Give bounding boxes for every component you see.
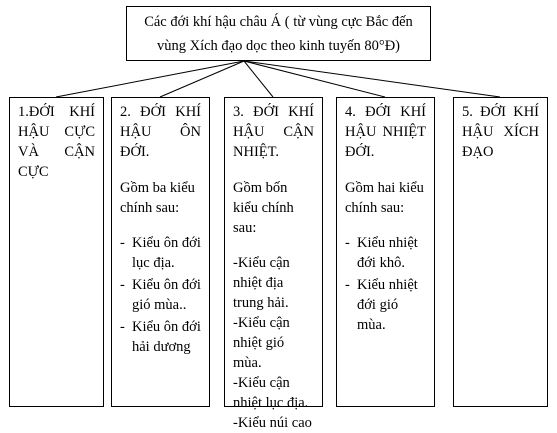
connector-line-3 [244, 61, 273, 97]
climate-type-item: - Kiểu nhiệt đới khô. [345, 233, 426, 273]
zone-node-equatorial [453, 97, 548, 407]
root-line-2: vùng Xích đạo dọc theo kinh tuyến 80°Đ) [157, 38, 400, 54]
climate-type-item: - Kiểu nhiệt đới gió mùa. [345, 275, 426, 335]
zone-title: 1.ĐỚI KHÍ HẬU CỰC VÀ CẬN CỰC [18, 104, 95, 180]
connector-line-4 [244, 61, 385, 97]
zone-node-tropical [336, 97, 435, 407]
zone-title: 2. ĐỚI KHÍ HẬU ÔN ĐỚI. [120, 104, 201, 160]
climate-type-item: - Kiểu ôn đới lục địa. [120, 233, 201, 273]
zone-title: 3. ĐỚI KHÍ HẬU CẬN NHIỆT. [233, 104, 314, 160]
root-line-1: Các đới khí hậu châu Á ( từ vùng cực Bắc đến [144, 14, 413, 30]
zone-node-temperate [111, 97, 210, 407]
connector-line-5 [244, 61, 500, 97]
climate-type-item: - Kiểu ôn đới hải dương [120, 317, 201, 357]
climate-type-item: -Kiểu cận nhiệt lục địa. [233, 375, 309, 411]
zone-node-subtropical [224, 97, 323, 431]
zone-intro: Gồm hai kiểu chính sau: [345, 180, 424, 216]
zone-title: 5. ĐỚI KHÍ HẬU XÍCH ĐẠO [462, 104, 539, 160]
root-node [126, 6, 431, 61]
climate-type-item: -Kiểu cận nhiệt địa trung hải. [233, 255, 290, 311]
climate-type-item: -Kiểu cận nhiệt gió mùa. [233, 315, 290, 371]
connector-line-1 [56, 61, 244, 97]
connector-line-2 [160, 61, 244, 97]
climate-type-item: -Kiểu núi cao [233, 415, 312, 431]
zone-intro: Gồm bốn kiểu chính sau: [233, 180, 294, 236]
zone-intro: Gồm ba kiểu chính sau: [120, 180, 195, 216]
zone-node-polar [9, 97, 104, 407]
zone-title: 4. ĐỚI KHÍ HẬU NHIỆT ĐỚI. [345, 104, 426, 160]
climate-type-item: - Kiểu ôn đới gió mùa.. [120, 275, 201, 315]
